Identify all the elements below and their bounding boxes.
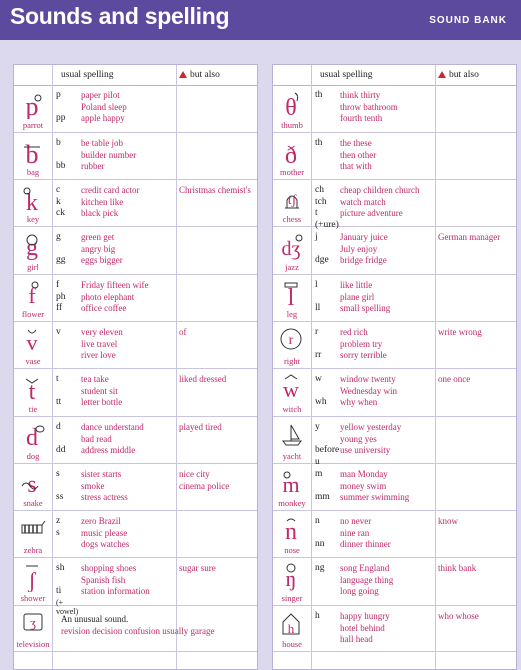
spelling-pattern: t (+ure) xyxy=(315,208,339,230)
sound-row-mother xyxy=(273,133,516,180)
key-word: yacht xyxy=(282,451,302,461)
spelling-pattern xyxy=(315,434,339,446)
sound-row-leg xyxy=(273,275,516,322)
example-words xyxy=(81,516,177,551)
spelling-pattern: tt xyxy=(56,397,62,407)
svg-text:t: t xyxy=(28,379,36,403)
example-line: fourth tenth xyxy=(340,113,383,123)
example-line: window twenty xyxy=(340,374,396,384)
spelling-pattern: ll xyxy=(315,303,321,313)
key-word: shower xyxy=(20,593,46,603)
svg-text:s: s xyxy=(27,472,37,498)
example-line: money swim xyxy=(340,480,387,491)
spelling-pattern: ph xyxy=(56,291,66,302)
spelling-pattern: th xyxy=(315,138,323,148)
but-also-label: but also xyxy=(449,70,479,80)
sound-row-chess xyxy=(273,180,516,230)
svg-text:r: r xyxy=(288,333,294,348)
example-line: use university xyxy=(340,445,391,455)
example-line: photo elephant xyxy=(81,291,135,302)
svg-text:m: m xyxy=(282,472,300,497)
example-line: throw bathroom xyxy=(340,101,398,112)
but-also-label: but also xyxy=(190,70,220,80)
example-line: apple happy xyxy=(81,113,125,123)
example-words xyxy=(340,516,436,551)
spelling-column xyxy=(315,138,339,173)
example-line: dance understand xyxy=(81,422,144,432)
warning-icon xyxy=(438,71,446,78)
sound-row-nose xyxy=(273,511,516,558)
spelling-pattern: dd xyxy=(56,445,66,455)
example-words xyxy=(340,611,436,646)
key-word: flower xyxy=(21,309,45,319)
example-line: Friday fifteen wife xyxy=(81,280,149,290)
example-line: rubber xyxy=(81,161,105,171)
example-line: sister starts xyxy=(81,469,122,479)
example-words xyxy=(81,374,177,409)
sound-row-shower xyxy=(14,558,257,616)
example-words xyxy=(81,563,177,598)
note-line: An unusual sound. xyxy=(61,614,129,624)
sound-row-flower xyxy=(14,275,257,322)
example-line: like little xyxy=(340,280,373,290)
spelling-pattern xyxy=(315,481,339,493)
but-also-words: played tired xyxy=(179,422,222,432)
but-also-words: Christmas chemist's xyxy=(179,185,251,195)
example-words xyxy=(81,469,177,504)
example-words xyxy=(81,280,177,315)
spelling-pattern: ff xyxy=(56,303,63,313)
spelling-pattern: d xyxy=(56,422,61,432)
spelling-column xyxy=(315,280,339,315)
example-words xyxy=(81,422,177,457)
spelling-pattern: ck xyxy=(56,208,65,218)
spelling-pattern: ch xyxy=(315,185,324,195)
spelling-pattern: f xyxy=(56,280,60,290)
key-word: house xyxy=(282,639,302,649)
svg-text:dʒ: dʒ xyxy=(281,238,301,260)
example-line: think thirty xyxy=(340,90,381,100)
column-header xyxy=(14,65,257,86)
spelling-pattern: s xyxy=(56,527,60,538)
svg-text:f: f xyxy=(28,283,36,308)
example-line: paper pilot xyxy=(81,90,120,100)
spelling-column xyxy=(315,374,339,409)
spelling-pattern xyxy=(315,102,339,114)
key-word: thumb xyxy=(281,120,303,130)
svg-text:ð: ð xyxy=(285,143,297,167)
spelling-pattern xyxy=(315,575,339,587)
key-word: dog xyxy=(26,451,40,461)
key-word: bag xyxy=(26,167,40,177)
spelling-pattern: wh xyxy=(315,397,327,407)
sound-row-monkey xyxy=(273,464,516,511)
example-line: song England xyxy=(340,563,390,573)
but-also-words: write wrong xyxy=(438,327,482,337)
spelling-pattern xyxy=(315,634,339,646)
example-line: builder number xyxy=(81,149,137,160)
sound-row-witch xyxy=(273,369,516,417)
page-title: Sounds and spelling xyxy=(10,3,230,29)
spelling-column xyxy=(56,185,80,220)
key-word: nose xyxy=(284,545,300,555)
spelling-pattern: k xyxy=(56,196,61,207)
key-word: witch xyxy=(282,404,302,414)
example-line: problem try xyxy=(340,338,383,349)
example-line: Poland sleep xyxy=(81,101,127,112)
example-line: kitchen like xyxy=(81,196,124,207)
spelling-pattern: z xyxy=(56,516,61,526)
example-words xyxy=(340,138,436,173)
spelling-pattern xyxy=(315,339,339,351)
svg-text:d: d xyxy=(26,425,38,451)
key-word: leg xyxy=(286,309,298,319)
spelling-pattern: b xyxy=(56,138,61,148)
spelling-column xyxy=(56,516,80,551)
key-word: right xyxy=(283,356,301,366)
example-line: then other xyxy=(340,149,377,160)
spelling-pattern: before u xyxy=(315,445,340,467)
spelling-pattern: dge xyxy=(315,255,329,265)
spelling-pattern xyxy=(315,150,339,162)
spelling-column xyxy=(315,563,339,598)
column-header xyxy=(273,65,516,86)
svg-text:p: p xyxy=(25,92,39,119)
spelling-pattern: ss xyxy=(56,492,64,502)
example-line: picture adventure xyxy=(340,208,403,218)
sound-row-jazz xyxy=(273,227,516,275)
spelling-pattern: tch xyxy=(315,196,327,207)
spelling-pattern xyxy=(56,575,80,587)
but-also-words: think bank xyxy=(438,563,477,573)
example-words xyxy=(340,185,436,220)
sound-row-vase xyxy=(14,322,257,369)
spelling-pattern: y xyxy=(315,422,320,432)
example-line: language thing xyxy=(340,574,394,585)
spelling-pattern: v xyxy=(56,327,61,337)
example-words xyxy=(340,374,436,409)
example-line: bridge fridge xyxy=(340,255,387,265)
but-also-words: of xyxy=(179,327,187,337)
spelling-pattern: t xyxy=(56,374,59,384)
spelling-pattern: n xyxy=(315,516,320,526)
spelling-pattern xyxy=(56,244,80,256)
but-also-words: know xyxy=(438,516,458,526)
example-line: man Monday xyxy=(340,469,388,479)
spelling-pattern: sh xyxy=(56,563,65,573)
spelling-column xyxy=(56,90,80,125)
spelling-pattern xyxy=(315,386,339,398)
example-line: river love xyxy=(81,350,116,360)
spelling-pattern: bb xyxy=(56,161,66,171)
spelling-pattern xyxy=(56,150,80,162)
svg-text:ʃ: ʃ xyxy=(28,568,36,592)
spelling-pattern xyxy=(56,539,80,551)
spelling-pattern: g xyxy=(56,232,61,242)
svg-text:ŋ: ŋ xyxy=(285,566,297,591)
sound-row-key xyxy=(14,180,257,227)
example-line: station information xyxy=(81,586,150,596)
example-line: cheap children church xyxy=(340,185,420,195)
spelling-column xyxy=(56,280,80,315)
example-words xyxy=(81,232,177,267)
section-tag: SOUND BANK xyxy=(429,15,507,26)
spelling-pattern: w xyxy=(315,374,322,384)
spelling-pattern: m xyxy=(315,469,323,479)
example-line: eggs bigger xyxy=(81,255,123,265)
spelling-pattern: rr xyxy=(315,350,322,360)
example-line: summer swimming xyxy=(340,492,410,502)
example-line: smoke xyxy=(81,480,105,491)
but-also-header xyxy=(438,70,479,80)
key-word: vase xyxy=(25,356,41,366)
example-line: live travel xyxy=(81,338,118,349)
spelling-column xyxy=(315,611,339,646)
example-words xyxy=(340,232,436,267)
example-words xyxy=(340,90,436,125)
sound-row-right xyxy=(273,322,516,369)
spelling-pattern xyxy=(56,339,80,351)
svg-text:k: k xyxy=(26,190,38,214)
example-words xyxy=(81,90,177,125)
spelling-column xyxy=(315,185,339,231)
note-line: revision decision confusion usually garage xyxy=(61,625,215,636)
sound-row-dog xyxy=(14,417,257,464)
example-line: no never xyxy=(340,516,372,526)
example-line: small spelling xyxy=(340,303,391,313)
svg-text:b: b xyxy=(25,140,39,167)
sound-row-parrot xyxy=(14,85,257,133)
spelling-pattern: j xyxy=(315,232,318,242)
sound-row-thumb xyxy=(273,85,516,133)
spelling-pattern: nn xyxy=(315,539,325,549)
spelling-column xyxy=(56,374,80,409)
example-line: shopping shoes xyxy=(81,563,137,573)
example-words xyxy=(340,563,436,598)
spelling-pattern: l xyxy=(315,280,318,290)
spelling-pattern xyxy=(315,623,339,635)
sound-row-yacht xyxy=(273,417,516,467)
spelling-pattern xyxy=(315,586,339,598)
example-line: stress actress xyxy=(81,492,128,502)
spelling-pattern xyxy=(315,528,339,540)
example-line: angry big xyxy=(81,243,116,254)
sound-row-snake xyxy=(14,464,257,511)
example-line: be table job xyxy=(81,138,123,148)
example-line: zero Brazil xyxy=(81,516,121,526)
example-line: music please xyxy=(81,527,128,538)
key-word: mother xyxy=(279,167,305,177)
example-line: letter bottle xyxy=(81,397,123,407)
svg-text:tʃ: tʃ xyxy=(287,193,297,208)
spelling-pattern: c xyxy=(56,185,61,195)
example-line: happy hungry xyxy=(340,611,390,621)
example-words xyxy=(81,327,177,362)
spelling-pattern xyxy=(56,434,80,446)
spelling-pattern xyxy=(315,244,339,256)
key-word: television xyxy=(16,639,50,649)
spelling-pattern xyxy=(56,350,80,362)
spelling-column xyxy=(315,90,339,125)
but-also-header xyxy=(179,70,220,80)
sound-row-girl xyxy=(14,227,257,275)
usual-spelling-header: usual spelling xyxy=(61,70,114,80)
example-line: young yes xyxy=(340,433,377,444)
example-line: nine ran xyxy=(340,527,370,538)
spelling-pattern xyxy=(56,481,80,493)
spelling-pattern: pp xyxy=(56,113,66,123)
example-line: green get xyxy=(81,232,115,242)
spelling-pattern xyxy=(56,386,80,398)
example-line: student sit xyxy=(81,385,118,396)
key-word: singer xyxy=(281,593,303,603)
but-also-words: German manager xyxy=(438,232,501,242)
sound-row-zebra xyxy=(14,511,257,558)
example-line: July enjoy xyxy=(340,243,378,254)
svg-text:l: l xyxy=(287,285,295,309)
spelling-column xyxy=(315,327,339,362)
example-line: that with xyxy=(340,161,372,171)
key-word: girl xyxy=(27,262,39,272)
example-line: long going xyxy=(340,586,379,596)
spelling-column xyxy=(315,516,339,551)
example-line: dinner thinner xyxy=(340,539,391,549)
example-line: yellow yesterday xyxy=(340,422,402,432)
spelling-column xyxy=(56,232,80,267)
example-words xyxy=(340,422,436,457)
warning-icon xyxy=(179,71,187,78)
svg-text:w: w xyxy=(283,377,299,402)
spelling-pattern xyxy=(315,292,339,304)
but-also-words: liked dressed xyxy=(179,374,227,384)
example-line: very eleven xyxy=(81,327,123,337)
key-word: jazz xyxy=(285,262,299,272)
right-sound-table xyxy=(272,64,517,670)
spelling-column xyxy=(56,138,80,173)
example-line: the these xyxy=(340,138,372,148)
spelling-pattern xyxy=(56,102,80,114)
spelling-pattern: th xyxy=(315,90,323,100)
example-line: why when xyxy=(340,397,378,407)
key-word: zebra xyxy=(23,545,43,555)
spelling-column xyxy=(315,422,339,468)
left-sound-table xyxy=(13,64,258,670)
sound-row-television xyxy=(14,606,257,652)
spelling-pattern: h xyxy=(315,611,320,621)
svg-text:ʒ: ʒ xyxy=(30,615,36,630)
example-line: Spanish fish xyxy=(81,574,126,585)
spelling-column xyxy=(56,327,80,362)
spelling-column xyxy=(315,232,339,267)
but-also-words: who whose xyxy=(438,611,479,621)
but-also-words: one once xyxy=(438,374,471,384)
example-line: January juice xyxy=(340,232,388,242)
example-words xyxy=(340,469,436,504)
key-word: monkey xyxy=(278,498,306,508)
sound-row-singer xyxy=(273,558,516,606)
sound-row-tie xyxy=(14,369,257,417)
example-line: sorry terrible xyxy=(340,350,387,360)
svg-text:g: g xyxy=(26,235,38,261)
spelling-column xyxy=(315,469,339,504)
spelling-pattern: mm xyxy=(315,492,330,502)
svg-text:θ: θ xyxy=(285,95,297,119)
spelling-pattern: gg xyxy=(56,255,66,265)
example-line: tea take xyxy=(81,374,109,384)
spelling-pattern: r xyxy=(315,327,319,337)
spelling-column xyxy=(56,422,80,457)
example-line: hall head xyxy=(340,634,373,644)
spelling-pattern: s xyxy=(56,469,60,479)
key-word: snake xyxy=(23,498,43,508)
example-words xyxy=(81,185,177,220)
key-word: chess xyxy=(282,214,302,224)
but-also-words: sugar sure xyxy=(179,563,216,573)
svg-text:h: h xyxy=(287,621,295,636)
spelling-pattern xyxy=(315,161,339,173)
example-words xyxy=(340,280,436,315)
example-words xyxy=(340,327,436,362)
example-line: bad read xyxy=(81,433,112,444)
spelling-pattern: ti xyxy=(56,586,62,596)
key-word: key xyxy=(26,214,40,224)
example-line: watch match xyxy=(340,196,386,207)
note-text xyxy=(61,614,251,637)
spelling-pattern: p xyxy=(56,90,61,100)
svg-text:n: n xyxy=(285,519,297,545)
example-line: hotel behind xyxy=(340,622,385,633)
example-line: address middle xyxy=(81,445,136,455)
sound-row-house xyxy=(273,606,516,652)
example-line: Wednesday win xyxy=(340,385,398,396)
svg-text:v: v xyxy=(26,330,38,355)
but-also-words: nice city cinema police xyxy=(179,469,230,491)
page-header xyxy=(0,0,521,40)
spelling-pattern: (+ vowel) xyxy=(56,597,79,616)
key-word: parrot xyxy=(22,120,44,130)
example-words xyxy=(81,138,177,173)
example-line: dogs watches xyxy=(81,539,130,549)
example-line: red rich xyxy=(340,327,368,337)
example-line: black pick xyxy=(81,208,119,218)
spelling-column xyxy=(56,469,80,504)
example-line: credit card actor xyxy=(81,185,140,195)
spelling-pattern xyxy=(315,113,339,125)
example-line: office coffee xyxy=(81,303,127,313)
usual-spelling-header: usual spelling xyxy=(320,70,373,80)
key-word: tie xyxy=(28,404,38,414)
page-body xyxy=(0,40,521,670)
example-line: plane girl xyxy=(340,291,375,302)
spelling-pattern: ng xyxy=(315,563,325,573)
sound-row-bag xyxy=(14,133,257,180)
